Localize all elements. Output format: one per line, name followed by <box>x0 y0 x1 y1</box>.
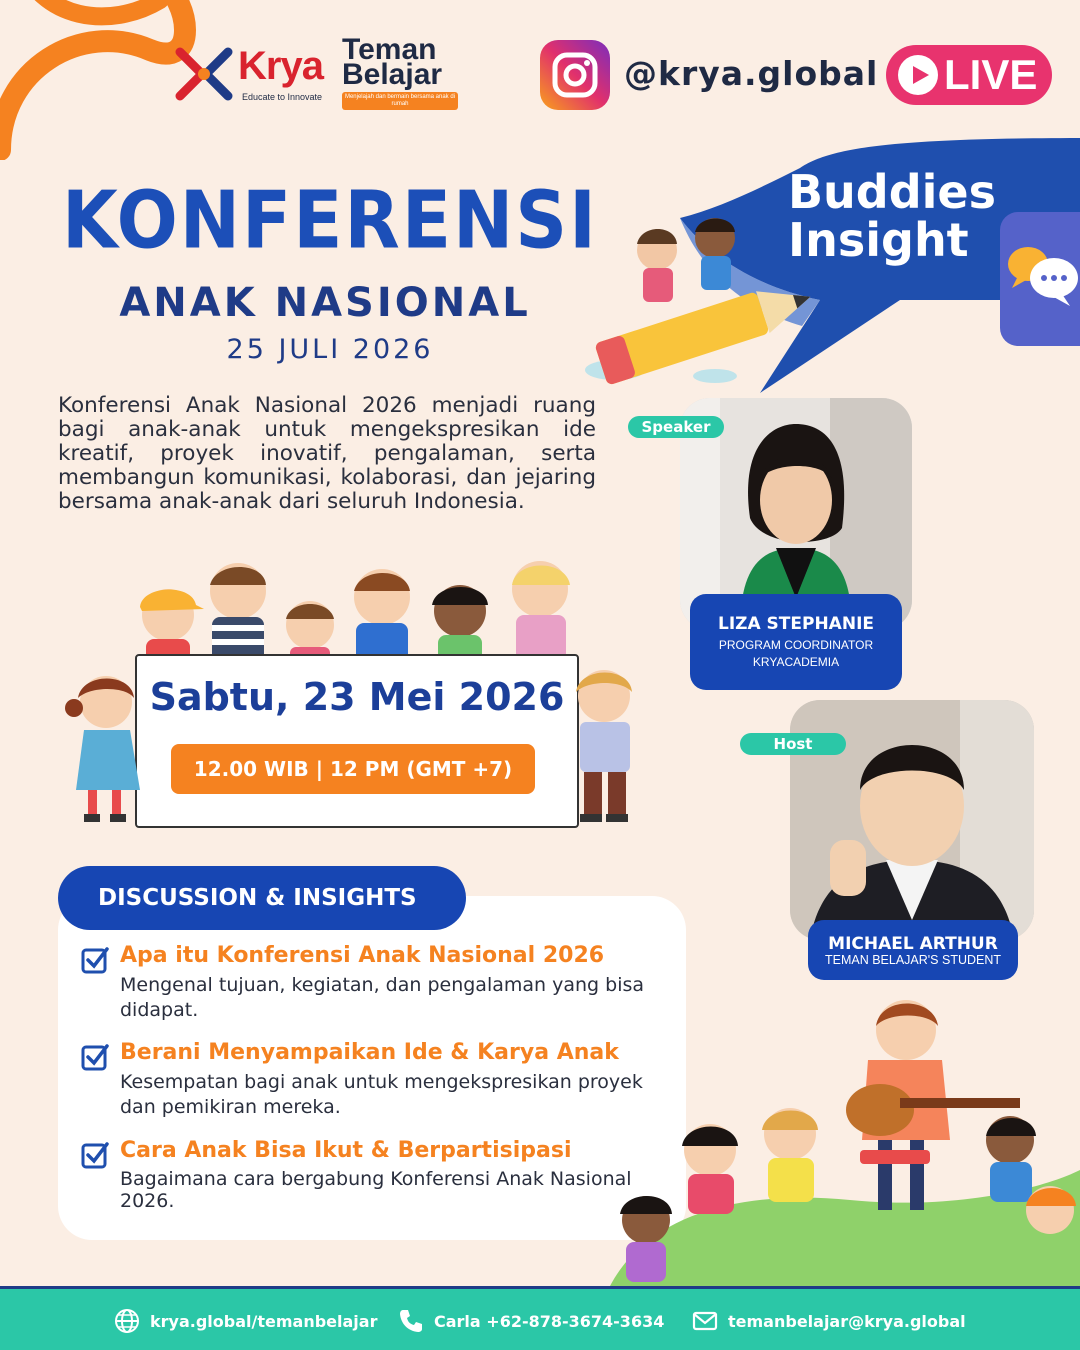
instagram-icon <box>540 40 610 110</box>
krya-tagline: Educate to Innovate <box>242 92 323 102</box>
teman-belajar-tagline: Menjelajah dan bermain bersama anak di rumah <box>342 92 458 110</box>
event-time: 12.00 WIB | 12 PM (GMT +7) <box>171 744 535 794</box>
discussion-item-desc: Kesempatan bagi anak untuk mengekspresikan proyek dan pemikiran mereka. <box>120 1071 643 1118</box>
speaker-role-line1: PROGRAM COORDINATOR <box>718 638 874 652</box>
footer-email-text: temanbelajar@krya.global <box>728 1311 966 1331</box>
play-icon <box>898 55 938 95</box>
footer-phone[interactable] <box>398 1308 664 1334</box>
instagram-handle: @krya.global <box>624 54 879 93</box>
speaker-name: LIZA STEPHANIE <box>717 614 875 634</box>
event-subtitle: ANAK NASIONAL <box>119 280 531 326</box>
checkbox-icon <box>80 945 110 975</box>
globe-icon <box>114 1308 140 1334</box>
discussion-item-title: Cara Anak Bisa Ikut & Berpartisipasi <box>120 1138 572 1163</box>
checkbox-icon <box>80 1042 110 1072</box>
krya-logo <box>172 40 332 110</box>
checkbox-icon <box>80 1140 110 1170</box>
host-tag: Host <box>740 733 846 755</box>
chat-bubble-icon <box>1000 212 1080 346</box>
discussion-header: DISCUSSION & INSIGHTS <box>58 866 466 930</box>
krya-wordmark: Krya <box>238 44 323 88</box>
discussion-item-desc: Mengenal tujuan, kegiatan, dan pengalaman yang bisa didapat. <box>120 974 645 1021</box>
footer-website[interactable] <box>114 1308 377 1334</box>
girl-illustration <box>60 668 160 828</box>
host-name: MICHAEL ARTHUR <box>828 934 998 954</box>
kids-music-illustration <box>610 990 1080 1286</box>
speaker-tag: Speaker <box>628 416 724 438</box>
chat-tab <box>1000 212 1080 346</box>
discussion-item-desc: Bagaimana cara bergabung Konferensi Anak Nasional 2026. <box>120 1168 632 1212</box>
footer-phone-text: Carla +62-878-3674-3634 <box>434 1311 665 1331</box>
event-title: KONFERENSI <box>62 173 598 267</box>
phone-icon <box>398 1308 424 1334</box>
discussion-item-title: Berani Menyampaikan Ide & Karya Anak <box>120 1040 619 1065</box>
live-badge <box>886 45 1052 105</box>
kids-on-pencil-illustration <box>575 200 825 390</box>
speaker-role-line2: KRYACADEMIA <box>752 655 840 669</box>
live-label: LIVE <box>944 51 1038 98</box>
series-name-line1: Buddies <box>788 165 997 219</box>
footer-email[interactable] <box>692 1308 966 1334</box>
host-card <box>808 920 1018 980</box>
footer-website-text: krya.global/temanbelajar <box>150 1311 378 1331</box>
teman-belajar-logo <box>340 34 462 114</box>
event-description: Konferensi Anak Nasional 2026 menjadi ruang bagi anak-anak untuk mengekspresikan ide kreatif, proyek inovatif, pengalaman, serta membangun komunikasi, kolaborasi, dan jejaring bersama anak-anak dari seluruh Indonesia. <box>58 393 596 514</box>
teman-belajar-line2: Belajar <box>342 58 443 91</box>
speaker-card <box>690 594 902 690</box>
series-name-line2: Insight <box>788 213 969 267</box>
boy-illustration <box>548 662 648 832</box>
discussion-item-title: Apa itu Konferensi Anak Nasional 2026 <box>120 943 605 968</box>
kids-row-illustration <box>120 555 600 665</box>
krya-mark-icon <box>172 42 236 106</box>
host-role: TEMAN BELAJAR'S STUDENT <box>824 953 1002 967</box>
event-day: Sabtu, 23 Mei 2026 <box>149 675 565 719</box>
teman-belajar-line1: Teman <box>342 33 437 66</box>
mail-icon <box>692 1308 718 1334</box>
event-date: 25 JULI 2026 <box>226 334 434 365</box>
